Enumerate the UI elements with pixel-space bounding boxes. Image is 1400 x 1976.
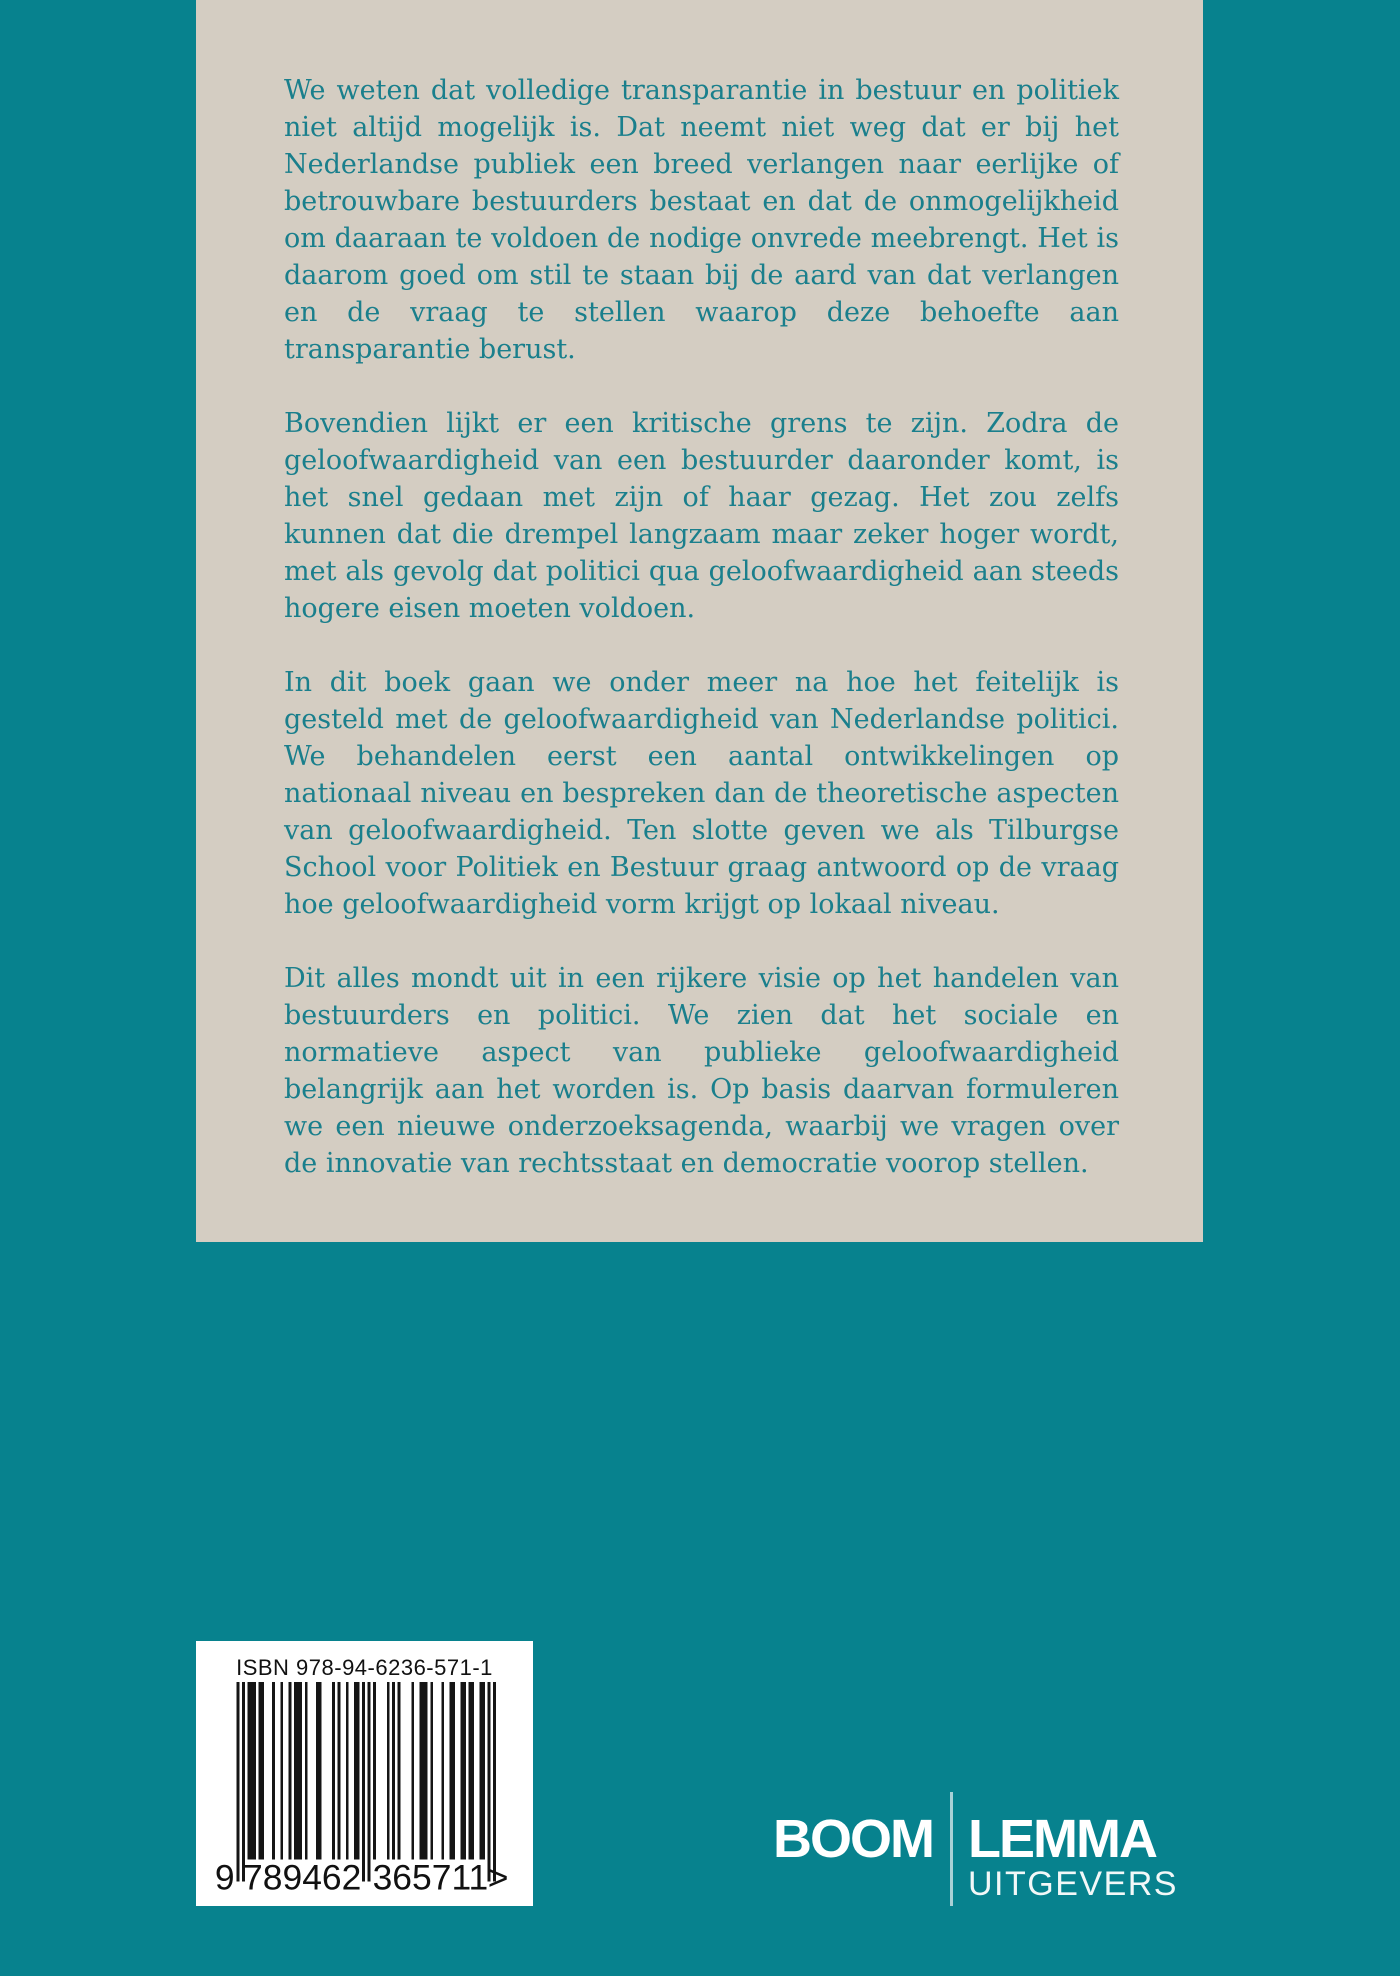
isbn-label: ISBN 978-94-6236-571-1 xyxy=(236,1655,493,1680)
publisher-name-boom: BOOM xyxy=(773,1809,933,1869)
barcode-trailing-char: > xyxy=(487,1857,509,1898)
synopsis-paragraph-3: In dit boek gaan we onder meer na hoe het feitelijk is gesteld met de geloofwaardigheid van Nederlandse politici. We behandelen eerst een aantal ontwikkelingen op nationaal niveau en bespreken dan de theoretische aspecten van geloofwaardigheid. Ten slotte geven we als Tilburgse School voor Politiek en Bestuur graag antwoord op de vraag hoe geloofwaardigheid vorm krijgt op lokaal niveau. xyxy=(284,667,1119,920)
barcode-digit-left: 9 xyxy=(214,1857,235,1898)
synopsis-panel xyxy=(196,0,1203,1242)
publisher-name-lemma: LEMMA xyxy=(968,1809,1156,1869)
synopsis-paragraph-2: Bovendien lijkt er een kritische grens te zijn. Zodra de geloofwaardigheid van een bestuurder daaronder komt, is het snel gedaan met zijn of haar gezag. Het zou zelfs kunnen dat die drempel langzaam maar zeker hoger wordt, met als gevolg dat politici qua geloofwaardigheid aan steeds hogere eisen moeten voldoen. xyxy=(284,408,1119,624)
barcode-digits-group2: 365711 xyxy=(372,1857,489,1898)
publisher-logo-divider xyxy=(950,1792,953,1906)
synopsis-paragraph-4: Dit alles mondt uit in een rijkere visie op het handelen van bestuurders en politici. We zien dat het sociale en normatieve aspect van publieke geloofwaardigheid belangrijk aan het worden is. Op basis daarvan formuleren we een nieuwe onderzoeksagenda, waarbij we vragen over de innovatie van rechtsstaat en democratie voorop stellen. xyxy=(284,963,1119,1179)
isbn-barcode-block xyxy=(196,1641,533,1906)
barcode-digits-group1: 789462 xyxy=(243,1857,362,1898)
publisher-logo-right xyxy=(968,1809,1178,1903)
publisher-subtitle: UITGEVERS xyxy=(968,1865,1178,1903)
publisher-logo xyxy=(773,1792,1178,1906)
synopsis-paragraph-1: We weten dat volledige transparantie in bestuur en politiek niet altijd mogelijk is. Dat neemt niet weg dat er bij het Nederlandse publiek een breed verlangen naar eerlijke of betrouwbare bestuurders bestaat en dat de onmogelijkheid om daaraan te voldoen de nodige onvrede meebrengt. Het is daarom goed om stil te staan bij de aard van dat verlangen en de vraag te stellen waarop deze behoefte aan transparantie berust. xyxy=(284,75,1119,365)
ean13-barcode xyxy=(204,1682,515,1906)
